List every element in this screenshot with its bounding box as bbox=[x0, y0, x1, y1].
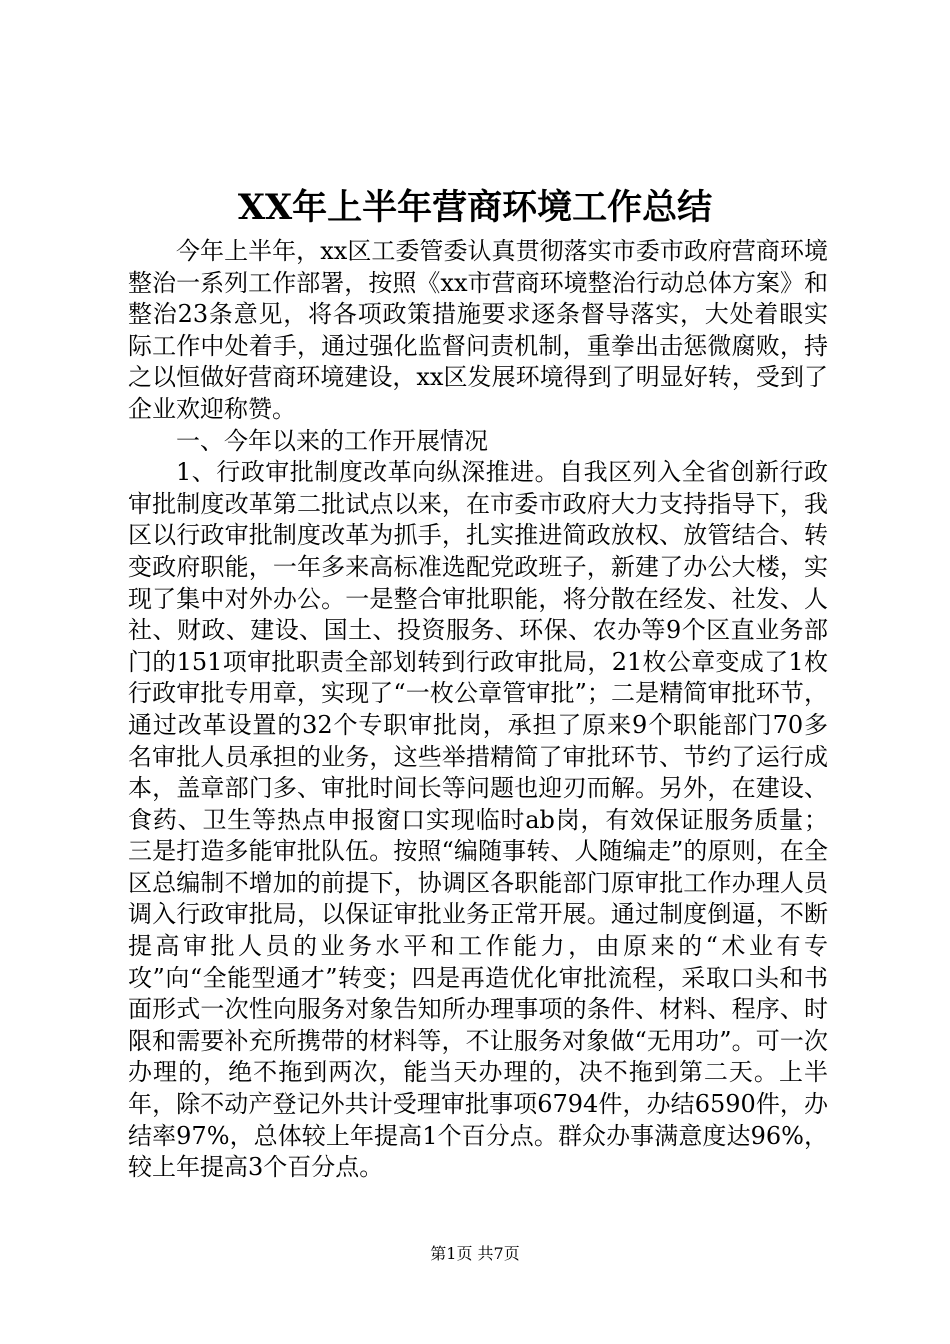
intro-paragraph: 今年上半年，xx区工委管委认真贯彻落实市委市政府营商环境整治一系列工作部署，按照《xx市营商环境整治行动总体方案》和整治23条意见，将各项政策措施要求逐条督导落实，大处着眼实际工作中处着手，通过强化监督问责机制，重拳出击惩微腐败，持之以恒做好营商环境建设，xx区发展环境得到了明显好转，受到了企业欢迎称赞。 bbox=[128, 237, 828, 423]
body-paragraph: 1、行政审批制度改革向纵深推进。自我区列入全省创新行政审批制度改革第二批试点以来，在市委市政府大力支持指导下，我区以行政审批制度改革为抓手，扎实推进简政放权、放管结合、转变政府职能，一年多来高标准选配党政班子，新建了办公大楼，实现了集中对外办公。一是整合审批职能，将分散在经发、社发、人社、财政、建设、国土、投资服务、环保、农办等9个区直业务部门的151项审批职责全部划转到行政审批局，21枚公章变成了1枚行政审批专用章，实现了“一枚公章管审批”；二是精简审批环节，通过改革设置的32个专职审批岗，承担了原来9个职能部门70多名审批人员承担的业务，这些举措精简了审批环节、节约了运行成本，盖章部门多、审批时间长等问题也迎刃而解。另外，在建设、食药、卫生等热点申报窗口实现临时ab岗，有效保证服务质量；三是打造多能审批队伍。按照“编随事转、人随编走”的原则，在全区总编制不增加的前提下，协调区各职能部门原审批工作办理人员调入行政审批局，以保证审批业务正常开展。通过制度倒逼，不断提高审批人员的业务水平和工作能力，由原来的“术业有专攻”向“全能型通才”转变；四是再造优化审批流程，采取口头和书面形式一次性向服务对象告知所办理事项的条件、材料、程序、时限和需要补充所携带的材料等，不让服务对象做“无用功”。可一次办理的，绝不拖到两次，能当天办理的，决不拖到第二天。上半年，除不动产登记外共计受理审批事项6794件，办结6590件，办结率97%，总体较上年提高1个百分点。群众办事满意度达96%，较上年提高3个百分点。 bbox=[128, 458, 828, 1182]
document-title: XX年上半年营商环境工作总结 bbox=[237, 187, 713, 228]
document-body bbox=[128, 236, 828, 1184]
section-heading: 一、今年以来的工作开展情况 bbox=[176, 426, 488, 455]
page-number: 第1页 共7页 bbox=[430, 1244, 520, 1263]
